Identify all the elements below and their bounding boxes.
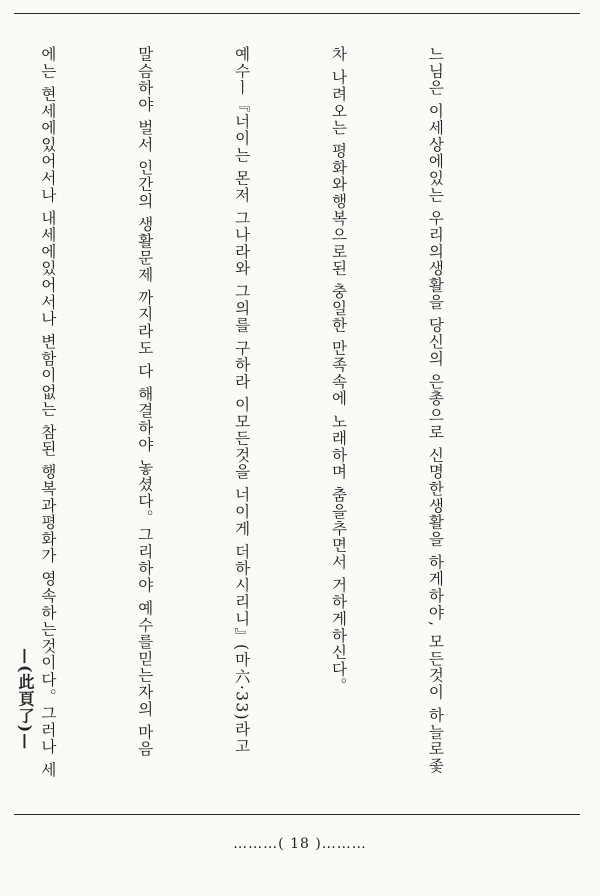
top-rule bbox=[14, 13, 580, 14]
text-line: 느님은 이세상에있는 우리의생활을 당신의 은총으로 신명한생활을 하게하야, 모든것이 하늘로좇 bbox=[426, 46, 445, 775]
page-number: ………( 18 )……… bbox=[233, 836, 367, 852]
text-line: 차 나려오는 평화와행복으로된 충일한 만족속에 노래하며 춤을추면서 거하게하신다。 bbox=[329, 46, 348, 695]
text-line: 예수ㅣ『너이는 몬저 그나라와 그의를 구하라 이모든것을 너이게 더하시리니』(마六·33)라고 bbox=[232, 46, 251, 755]
text-line: 말슴하야 벌서 인간의 생활문제 까지라도 다 해결하야 놓셨다。그리하야 예수를믿는자의 마음 bbox=[135, 46, 154, 758]
end-of-page-mark: —(此頁了)— bbox=[16, 648, 35, 751]
bottom-rule bbox=[14, 814, 580, 815]
text-line: 에는 현세에있어서나 내세에있어서나 변함이없는 참된 행복과평화가 영속하는것이다。그러나 세 bbox=[38, 46, 57, 779]
vertical-text-body bbox=[38, 46, 516, 806]
